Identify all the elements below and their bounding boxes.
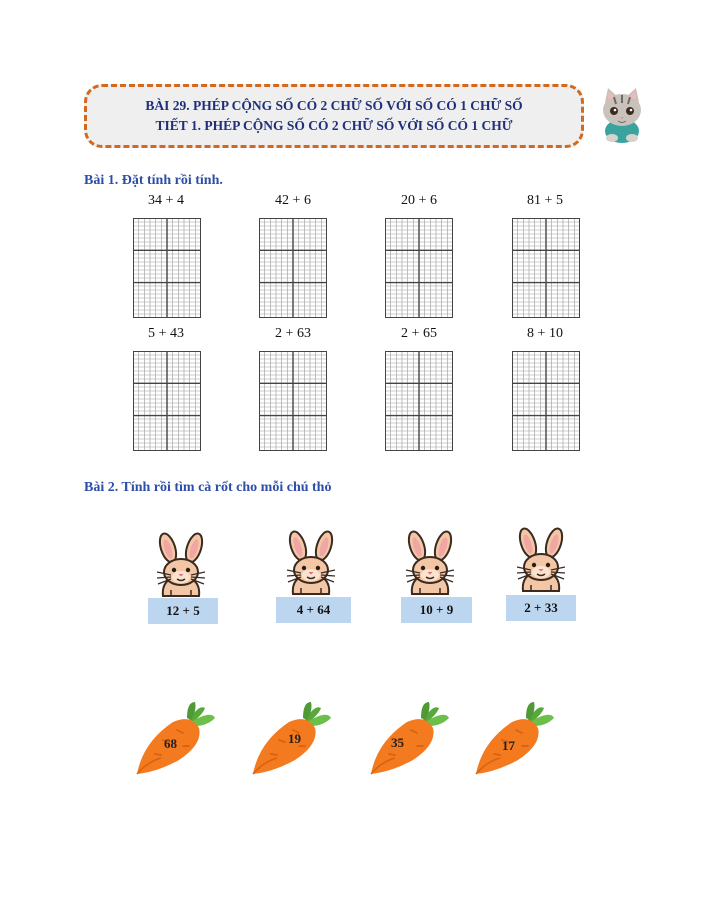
problem-expression: 42 + 6	[275, 193, 311, 208]
kitten-icon	[592, 86, 652, 144]
carrot-number: 17	[502, 738, 515, 753]
rabbit-problem-label[interactable]: 2 + 33	[506, 595, 576, 621]
carrot-icon[interactable]	[472, 700, 558, 778]
answer-grid[interactable]	[512, 218, 580, 318]
rabbit-icon	[279, 528, 343, 596]
answer-grid[interactable]	[133, 218, 201, 318]
exercise-1-heading: Bài 1. Đặt tính rồi tính.	[84, 173, 223, 188]
carrot-icon[interactable]	[367, 700, 453, 778]
lesson-subtitle: TIẾT 1. PHÉP CỘNG SỐ CÓ 2 CHỮ SỐ VỚI SỐ CÓ 1 CHỮ	[155, 118, 513, 133]
problem-expression: 2 + 65	[401, 326, 437, 341]
answer-grid[interactable]	[133, 351, 201, 451]
problem-expression: 20 + 6	[401, 193, 437, 208]
answer-grid[interactable]	[259, 218, 327, 318]
carrot-number: 35	[391, 735, 404, 750]
problem-expression: 2 + 63	[275, 326, 311, 341]
carrot-number: 68	[164, 736, 177, 751]
answer-grid[interactable]	[512, 351, 580, 451]
carrot-number: 19	[288, 731, 301, 746]
problem-expression: 8 + 10	[527, 326, 563, 341]
problem-expression: 81 + 5	[527, 193, 563, 208]
rabbit-icon	[509, 525, 573, 593]
rabbit-icon	[398, 528, 462, 596]
rabbit-problem-label[interactable]: 4 + 64	[276, 597, 351, 623]
exercise-2-heading: Bài 2. Tính rồi tìm cà rốt cho mỗi chú thỏ	[84, 480, 332, 495]
rabbit-icon	[149, 530, 213, 598]
answer-grid[interactable]	[385, 351, 453, 451]
problem-expression: 5 + 43	[148, 326, 184, 341]
answer-grid[interactable]	[385, 218, 453, 318]
rabbit-problem-label[interactable]: 12 + 5	[148, 598, 218, 624]
lesson-title-box	[84, 84, 584, 148]
lesson-title: BÀI 29. PHÉP CỘNG SỐ CÓ 2 CHỮ SỐ VỚI SỐ CÓ 1 CHỮ SỐ	[145, 98, 523, 113]
problem-expression: 34 + 4	[148, 193, 184, 208]
answer-grid[interactable]	[259, 351, 327, 451]
rabbit-problem-label[interactable]: 10 + 9	[401, 597, 472, 623]
